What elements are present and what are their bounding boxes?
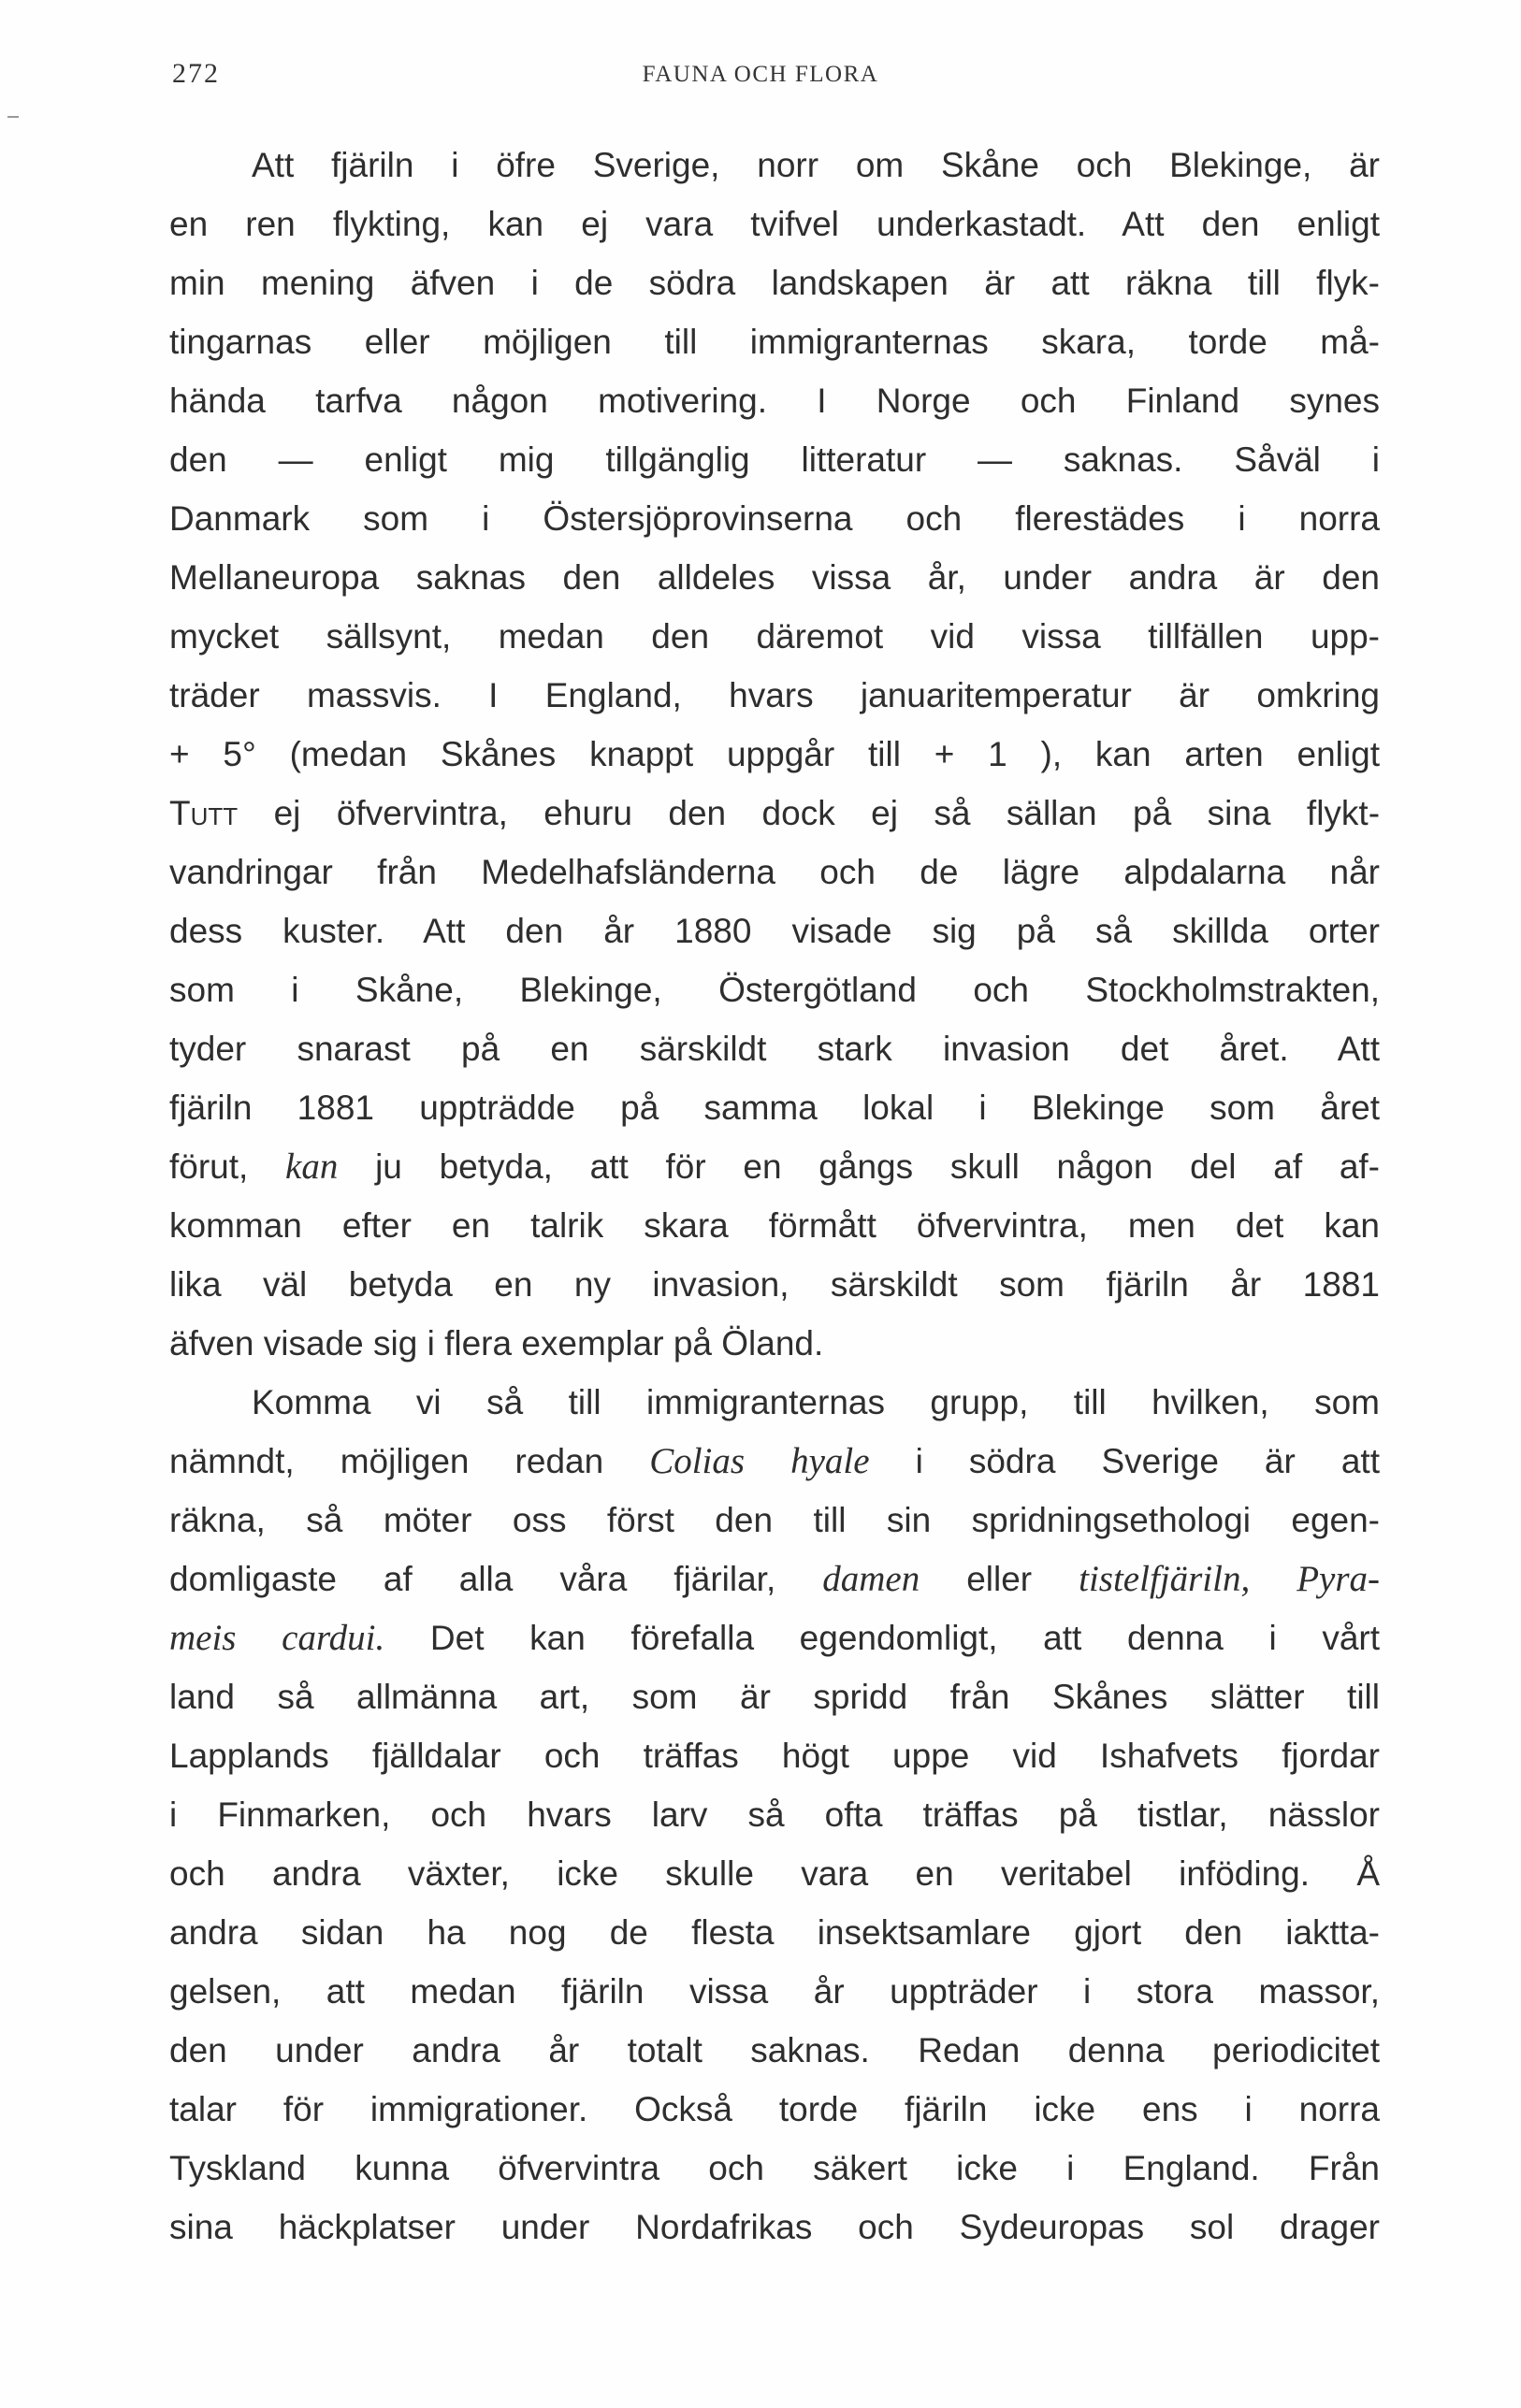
- text-line: den under andra år totalt saknas. Redan denna periodicitet: [169, 2031, 1380, 2069]
- text-line: [169, 1432, 1380, 1491]
- text-line: gelsen, att medan fjäriln vissa år uppträder i stora massor,: [169, 1972, 1380, 2011]
- text-line: [169, 1137, 1380, 1196]
- text-line: mycket sällsynt, medan den däremot vid vissa tillfällen upp-: [169, 617, 1380, 656]
- text-line: Mellaneuropa saknas den alldeles vissa år, under andra är den: [169, 558, 1380, 597]
- text-line: tyder snarast på en särskildt stark invasion det året. Att: [169, 1030, 1380, 1068]
- running-head: FAUNA OCH FLORA: [642, 62, 879, 87]
- text-line: fjäriln 1881 uppträdde på samma lokal i Blekinge som året: [169, 1089, 1380, 1127]
- species-name: Colias: [649, 1441, 746, 1481]
- common-name: damen: [822, 1559, 920, 1599]
- text-line: Lapplands fjälldalar och träffas högt uppe vid Ishafvets fjordar: [169, 1737, 1380, 1775]
- species-name: meis: [169, 1618, 237, 1658]
- text-line: en ren flykting, kan ej vara tvifvel underkastadt. Att den enligt: [169, 205, 1380, 243]
- text-segment: Det kan förefalla egendomligt, att denna i vårt: [429, 1619, 1381, 1657]
- text-line: som i Skåne, Blekinge, Östergötland och Stockholmstrakten,: [169, 971, 1380, 1009]
- text-line: talar för immigrationer. Också torde fjäriln icke ens i norra: [169, 2090, 1380, 2128]
- text-line: komman efter en talrik skara förmått öfvervintra, men det kan: [169, 1206, 1380, 1245]
- text-segment: förut,: [169, 1147, 249, 1186]
- text-line: [169, 1550, 1380, 1608]
- text-line: tingarnas eller möjligen till immigranternas skara, torde må-: [169, 323, 1380, 361]
- text-line: + 5° (medan Skånes knappt uppgår till + 1 ), kan arten enligt: [169, 735, 1380, 773]
- species-name: Pyra-: [1296, 1559, 1381, 1599]
- species-name: hyale: [790, 1441, 870, 1481]
- text-segment: eller: [966, 1560, 1033, 1598]
- text-line: i Finmarken, och hvars larv så ofta träffas på tistlar, nässlor: [169, 1795, 1380, 1834]
- page-number: 272: [172, 58, 220, 89]
- text-line: andra sidan ha nog de flesta insektsamlare gjort den iaktta-: [169, 1913, 1380, 1952]
- text-line: Att fjäriln i öfre Sverige, norr om Skåne och Blekinge, är: [252, 146, 1380, 184]
- text-line: hända tarfva någon motivering. I Norge och Finland synes: [169, 382, 1380, 420]
- text-line: land så allmänna art, som är spridd från Skånes slätter till: [169, 1678, 1380, 1716]
- margin-mark: [7, 116, 19, 118]
- text-line: dess kuster. Att den år 1880 visade sig på så skillda orter: [169, 912, 1380, 950]
- text-segment: domligaste af alla våra fjärilar,: [169, 1560, 776, 1598]
- text-line: vandringar från Medelhafsländerna och de lägre alpdalarna når: [169, 853, 1380, 891]
- text-line: Komma vi så till immigranternas grupp, till hvilken, som: [252, 1383, 1380, 1421]
- text-line: [169, 1608, 1380, 1667]
- text-segment: ju betyda, att för en gångs skull någon del af af-: [375, 1147, 1380, 1186]
- common-name: tistelfjäriln,: [1079, 1559, 1251, 1599]
- text-line: min mening äfven i de södra landskapen är att räkna till flyk-: [169, 264, 1380, 302]
- text-line: den — enligt mig tillgänglig litteratur — saknas. Såväl i: [169, 440, 1380, 479]
- text-segment: i södra Sverige är att: [915, 1442, 1380, 1480]
- text-line: träder massvis. I England, hvars januaritemperatur är omkring: [169, 676, 1380, 714]
- text-segment: ej öfvervintra, ehuru den dock ej så sällan på sina flykt-: [273, 794, 1381, 832]
- text-line: räkna, så möter oss först den till sin spridningsethologi egen-: [169, 1501, 1380, 1539]
- author-name: Tutt: [169, 794, 239, 832]
- text-line: sina häckplatser under Nordafrikas och Sydeuropas sol drager: [169, 2208, 1380, 2246]
- text-line: [169, 784, 1380, 843]
- text-line: lika väl betyda en ny invasion, särskildt som fjäriln år 1881: [169, 1265, 1380, 1304]
- emphasis: kan: [285, 1146, 339, 1187]
- text-line: äfven visade sig i flera exemplar på Öland.: [169, 1324, 824, 1363]
- text-segment: nämndt, möjligen redan: [169, 1442, 604, 1480]
- text-line: Danmark som i Östersjöprovinserna och flerestädes i norra: [169, 499, 1380, 538]
- species-name: cardui.: [282, 1618, 385, 1658]
- text-line: Tyskland kunna öfvervintra och säkert icke i England. Från: [169, 2149, 1380, 2187]
- text-line: och andra växter, icke skulle vara en veritabel inföding. Å: [169, 1854, 1380, 1893]
